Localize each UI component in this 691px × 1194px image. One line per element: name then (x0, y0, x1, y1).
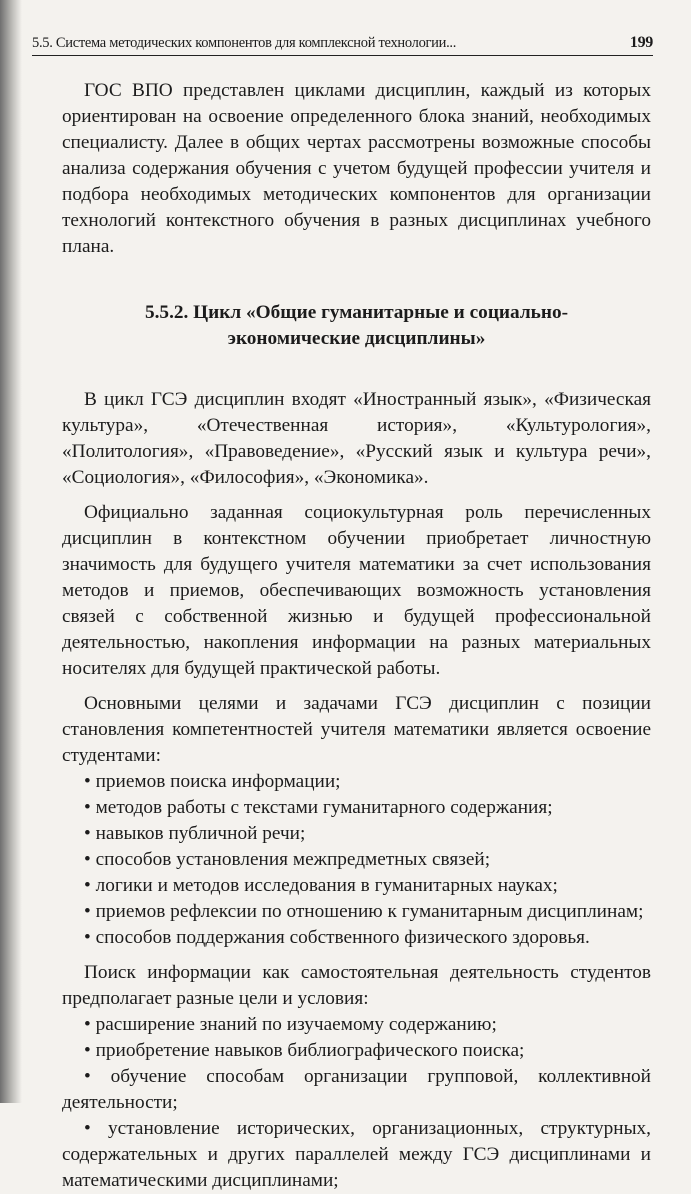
section-heading (62, 300, 651, 352)
page-number: 199 (629, 34, 653, 51)
section-heading-line-2: экономические дисциплины» (227, 328, 486, 349)
list-item: • приобретение навыков библиографического поиска; (84, 1040, 525, 1061)
paragraph-disciplines-list: В цикл ГСЭ дисциплин входят «Иностранный язык», «Физическая культура», «Отечественная история», «Культурология», «Политология», «Правоведение», «Русский язык и культура речи», «Социология», «Философия», «Экономика». (62, 389, 651, 488)
search-goals-list (62, 1012, 651, 1194)
intro-paragraph: ГОС ВПО представлен циклами дисциплин, каждый из которых ориентирован на освоение определенного блока знаний, необходимых специалисту. Далее в общих чертах рассмотрены возможные способы анализа содержания обучения с учетом будущей профессии учителя и подбора необходимых методических компонентов для организации технологий контекстного обучения в разных дисциплинах учебного плана. (62, 80, 651, 257)
list-item: • способов поддержания собственного физического здоровья. (84, 927, 590, 948)
paragraph-goals-intro: Основными целями и задачами ГСЭ дисциплин с позиции становления компетентностей учителя математики является освоение студентами: (62, 693, 651, 766)
list-item: • расширение знаний по изучаемому содержанию; (84, 1014, 497, 1035)
list-item: • приемов поиска информации; (84, 771, 341, 792)
list-item: • способов установления межпредметных связей; (84, 849, 491, 870)
paragraph-search-intro: Поиск информации как самостоятельная деятельность студентов предполагает разные цели и условия: (62, 962, 651, 1009)
list-item: • навыков публичной речи; (84, 823, 306, 844)
running-header (32, 34, 653, 56)
running-title: 5.5. Система методических компонентов для комплексной технологии... (32, 35, 457, 51)
paragraph-sociocultural-role: Официально заданная социокультурная роль перечисленных дисциплин в контекстном обучении приобретает личностную значимость для будущего учителя математики за счет использования методов и приемов, обеспечивающих возможность установления связей с собственной жизнью и будущей профессиональной деятельностью, накопления информации на разных материальных носителях для будущей практической работы. (62, 502, 651, 679)
page-gutter-shadow (0, 0, 22, 1103)
list-item: • приемов рефлексии по отношению к гуманитарным дисциплинам; (84, 901, 644, 922)
list-item: • логики и методов исследования в гуманитарных науках; (84, 875, 558, 896)
list-item: • установление исторических, организационных, структурных, содержательных и других параллелей между ГСЭ дисциплинами и математическими дисциплинами; (62, 1118, 651, 1191)
body-text (62, 78, 651, 1194)
goals-list (62, 769, 651, 951)
list-item: • обучение способам организации групповой, коллективной деятельности; (62, 1066, 651, 1113)
list-item: • методов работы с текстами гуманитарного содержания; (84, 797, 553, 818)
section-heading-line-1: 5.5.2. Цикл «Общие гуманитарные и социально- (144, 302, 569, 323)
